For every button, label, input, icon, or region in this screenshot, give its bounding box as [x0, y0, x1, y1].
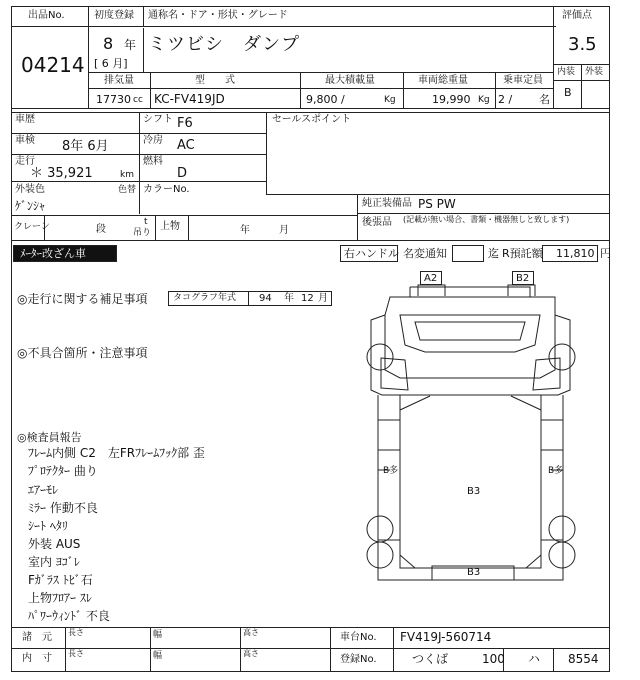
history-label: 車歴: [15, 114, 35, 125]
report-line: ﾊﾟﾜｰｳｨﾝﾄﾞ 不良: [28, 609, 110, 623]
aftermarket-note: (記載が無い場合、書類・機器無しと致します): [403, 215, 570, 224]
reg-kana: ハ: [528, 652, 541, 666]
reg-label: 登録No.: [340, 654, 377, 665]
tacho-label: タコグラフ年式: [173, 293, 237, 303]
max-load-unit: Kg: [384, 95, 396, 105]
report-line: ｴｱｰﾓﾚ: [28, 483, 59, 497]
truck-body-top-fold: [400, 396, 541, 410]
dims-label: 諸 元: [22, 632, 52, 643]
interior-dims-label: 内 寸: [22, 653, 52, 664]
defect-label: ◎不具合箇所・注意事項: [17, 346, 148, 360]
ac-label: 冷房: [143, 135, 163, 146]
report-line: Fｶﾞﾗｽ ﾄﾋﾞ石: [28, 573, 93, 587]
truck-body-inner: [400, 395, 541, 568]
crane-label: クレーン: [14, 222, 50, 232]
upper-month: 月: [279, 225, 289, 236]
label-b3-bottom: B3: [467, 567, 481, 578]
crane-stage: 段: [96, 224, 106, 235]
r-unit: 円: [600, 247, 611, 260]
color-no-label: 色替: [118, 185, 137, 195]
report-line: ｼｰﾄ ﾍﾀﾘ: [28, 519, 68, 533]
displacement-unit: cc: [133, 95, 143, 105]
year-value: 8: [103, 34, 114, 53]
interior-grade: B: [564, 86, 572, 99]
model-label: 型 式: [195, 75, 235, 86]
chassis-label: 車台No.: [340, 632, 377, 643]
wheel-rear-right-2: [549, 542, 575, 568]
rating-label: 評価点: [562, 10, 592, 21]
ac-value: AC: [177, 138, 195, 153]
truck-cab-outline: [371, 297, 570, 395]
model-code: KC-FV419JD: [154, 92, 225, 106]
truck-windshield: [400, 315, 540, 352]
lot-no-label: 出品No.: [28, 10, 65, 21]
capacity-unit: 名: [539, 93, 550, 106]
r-amount: 11,810: [556, 247, 595, 260]
exterior-label: 外装: [585, 67, 604, 77]
report-line: ﾌﾟﾛﾃｸﾀｰ 曲り: [28, 464, 98, 478]
r-label: R預託額: [502, 247, 543, 260]
wheel-front-right: [549, 344, 575, 370]
capacity-value: 2 /: [498, 93, 513, 106]
crane-hang: 吊り: [133, 228, 152, 238]
height-label-2: 高さ: [243, 649, 259, 658]
truck-cab-roof: [410, 287, 530, 297]
report-line: 外装 AUS: [28, 537, 81, 551]
exterior-color-value: ｹﾞﾝｼｬ: [15, 199, 46, 213]
wheel-rear-right-1: [549, 516, 575, 542]
tacho-year: 94: [259, 293, 272, 304]
report-line: ﾐﾗｰ 作動不良: [28, 501, 98, 515]
year-unit: 年: [124, 38, 137, 52]
upper-label: 上物: [160, 221, 180, 232]
report-line: 室内 ﾖｺﾞﾚ: [28, 555, 80, 569]
equipment-value: PS PW: [418, 197, 456, 211]
width-label: 幅: [153, 630, 163, 640]
mileage-unit: km: [120, 170, 134, 180]
length-label-2: 長さ: [68, 649, 84, 658]
gross-weight-label: 車両総重量: [418, 75, 468, 86]
steering-value: 右ハンドル: [344, 247, 399, 260]
truck-grille: [415, 322, 525, 340]
interior-label: 内装: [557, 67, 576, 77]
label-a2: A2: [424, 273, 438, 284]
report-line: ﾌﾚｰﾑ内側 C2 左FRﾌﾚｰﾑﾌｯｸ部 歪: [28, 446, 205, 460]
lot-no: 04214: [21, 53, 85, 77]
mileage-value: ＊ 35,921: [30, 166, 93, 181]
label-b-many-left: B多: [383, 466, 399, 476]
report-line: 上物ﾌﾛｱｰ ｽﾚ: [28, 591, 92, 605]
label-b2: B2: [516, 273, 530, 284]
crane-ton: t: [144, 217, 148, 227]
gross-weight-unit: Kg: [478, 95, 490, 105]
max-load-label: 最大積載量: [325, 75, 375, 86]
name-change-label: 名変通知: [403, 247, 447, 260]
gross-weight-value: 19,990: [432, 93, 471, 106]
tacho-month: 12: [301, 293, 314, 304]
displacement-label: 排気量: [104, 75, 134, 86]
displacement-value: 17730: [96, 93, 131, 106]
truck-body-fold-left: [378, 420, 400, 540]
exterior-color-label: 外装色: [15, 184, 45, 195]
mileage-label: 走行: [15, 156, 35, 167]
inspector-label: ◎検査員報告: [17, 431, 82, 444]
month-value: [ 6 月]: [94, 57, 128, 70]
shift-value: F6: [177, 116, 193, 131]
wheel-rear-left-2: [367, 542, 393, 568]
tacho-year-unit: 年: [284, 293, 294, 304]
color-no-title: カラーNo.: [143, 184, 190, 195]
label-b3-center: B3: [467, 486, 481, 497]
reg-number: 8554: [568, 652, 599, 666]
chassis-no: FV419J-560714: [400, 630, 492, 644]
model-title-label: 通称名・ドア・形状・グレード: [148, 10, 288, 21]
deadline-label: 迄: [488, 247, 499, 260]
shift-label: シフト: [143, 114, 173, 125]
car-name: ミツビシ ダンプ: [148, 34, 301, 55]
tamper-badge: ﾒｰﾀｰ改ざん車: [20, 247, 86, 260]
tacho-month-unit: 月: [318, 293, 328, 304]
inspection-value: 8年 6月: [62, 139, 109, 154]
height-label: 高さ: [243, 628, 259, 637]
first-reg-label: 初度登録: [94, 10, 134, 21]
wheel-rear-left-1: [367, 516, 393, 542]
upper-year: 年: [240, 225, 250, 236]
fuel-value: D: [177, 166, 188, 181]
capacity-label: 乗車定員: [503, 75, 543, 86]
reg-class: 100: [482, 652, 505, 666]
length-label: 長さ: [68, 628, 84, 637]
width-label-2: 幅: [153, 651, 163, 661]
supplement-label: ◎走行に関する補足事項: [17, 292, 148, 306]
equipment-label: 純正装備品: [362, 198, 412, 209]
sales-point-label: セールスポイント: [272, 114, 352, 125]
inspection-label: 車検: [15, 135, 35, 146]
truck-body-fold-right: [541, 420, 563, 540]
rating-value: 3.5: [568, 34, 597, 55]
label-b-many-right: B多: [548, 466, 564, 476]
max-load-value: 9,800 /: [306, 93, 345, 106]
fuel-label: 燃料: [143, 156, 163, 167]
reg-region: つくば: [412, 652, 449, 666]
aftermarket-label: 後張品: [362, 217, 392, 228]
